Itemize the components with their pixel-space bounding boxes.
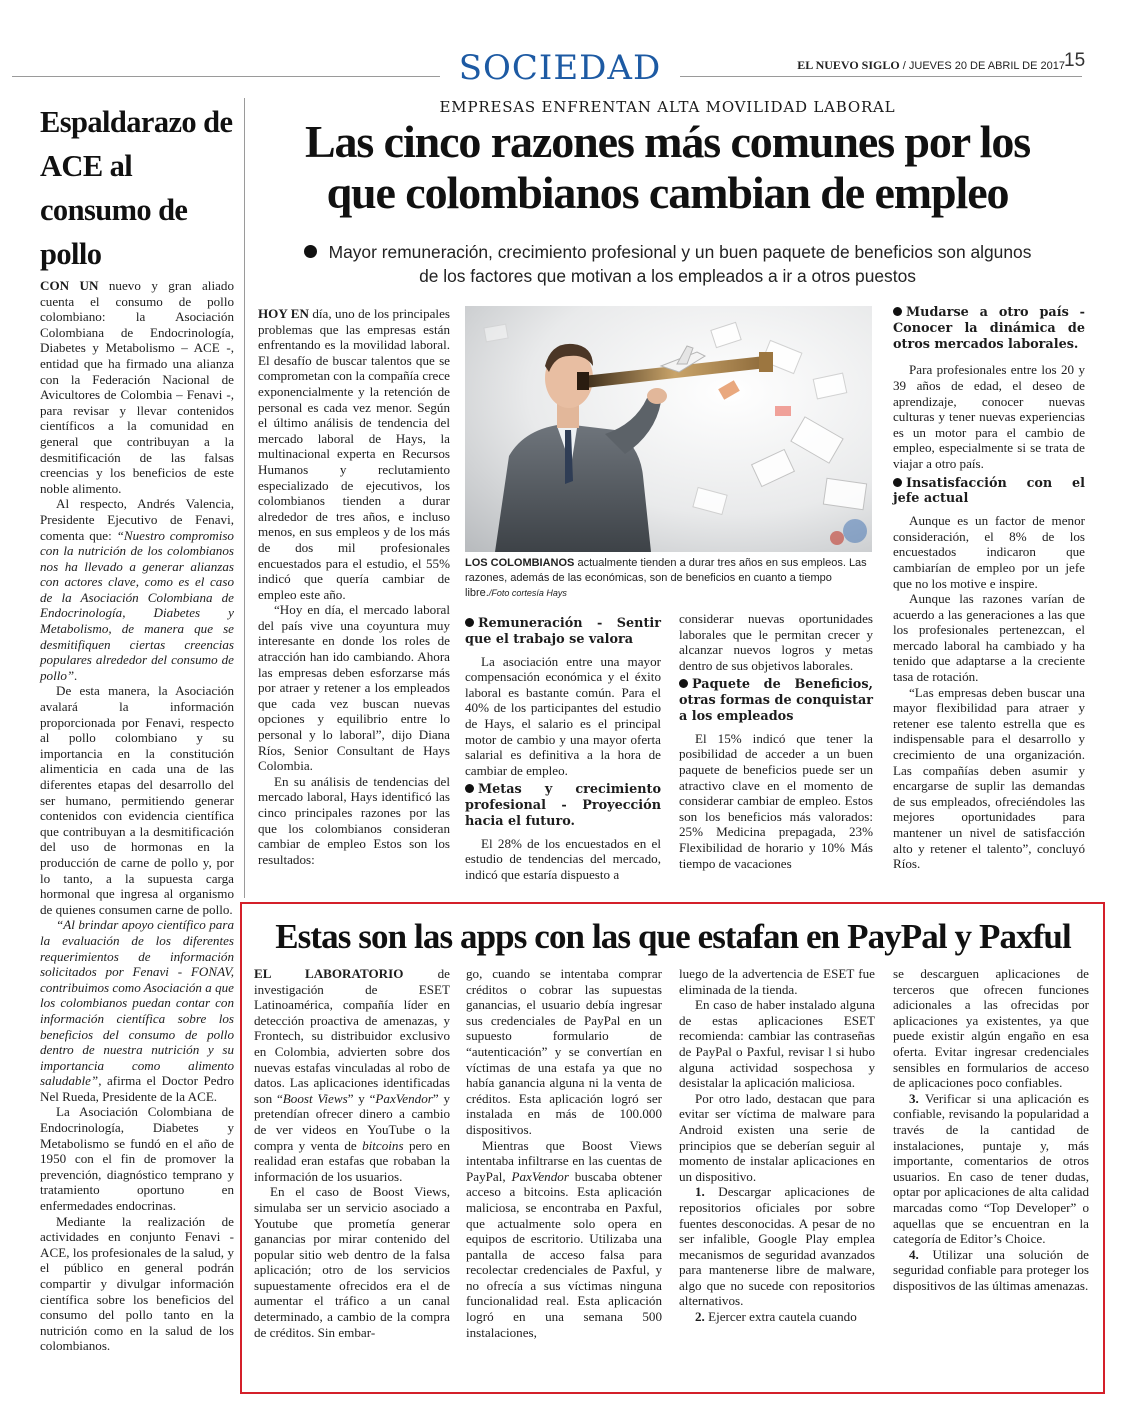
quote: “Nuestro compromiso con la nutrición de los colombianos nos ha llevado a generar alianzas con actores clave, como es el caso de la Asociación Colombiana de Endocrinología, Diabetes y Metabolismo, de manera que se desmitifiquen ciertas creencias populares alrededor del consumo de pollo”. [40, 527, 234, 683]
main-title-line: que colombianos cambian de empleo [326, 167, 1009, 218]
businessman-telescope-photo [465, 306, 872, 552]
bottom-paragraph [254, 966, 450, 1184]
deck-line: de los factores que motivan a los empleados a ir a otros puestos [419, 266, 916, 286]
caption-text: actualmente tienden a durar tres años en sus empleos. Las razones, además de las económicas, son de beneficios en cuanto a tiempo libre. [465, 557, 867, 600]
subhead [893, 305, 1085, 352]
text: Paquete de Beneficios, otras formas de conquistar a los empleados [679, 677, 873, 724]
bottom-paragraph [466, 1138, 662, 1341]
section-title: SOCIEDAD [458, 48, 662, 88]
text: día, uno de los principales problemas que las empresas están enfrentando es la movilidad laboral. El desafío de buscar talentos que se comprometan con la compañía crece exponencialmente y la retención de personal es cada vez menor. Según el último análisis de tendencia del mercado laboral de Hays, la multinacional experta en Recursos Humanos y reclutamiento especializado de ejecutivos, los colombianos tienden a durar alrededor de tres años, e incluso menos, en sus empleos y de los más de dos mil profesionales encuestados para el estudio, el 55% indicó que quería cambiar de empleo este año. [258, 306, 450, 602]
term: bitcoins [362, 1137, 404, 1153]
text: Metas y crecimiento profesional - Proyección hacia el futuro. [465, 782, 661, 829]
left-story-paragraph [40, 917, 234, 1104]
left-story-body [40, 278, 234, 1354]
text: buscaba obtener acceso a bitcoins. Esta aplicación maliciosa, se encontraba en Paxful, que actualmente solo opera en equipos de escritorio. Utilizaba una pantalla de acceso falsa para recolectar credenciales de Paxful, y no ofrecía a sus víctimas ninguna funcionalidad real. Esta aplicación logró en una semana 500 instalaciones, [466, 1168, 662, 1340]
bottom-paragraph: luego de la advertencia de ESET fue eliminada de la tienda. [679, 966, 875, 997]
column-rule-left [244, 98, 245, 898]
bottom-paragraph [679, 1184, 875, 1309]
masthead-rule-right [680, 76, 1082, 77]
text: Descargar aplicaciones de repositorios oficiales por sobre fuentes desconocidas. A pesar de no ser infalible, Google Play emplea mecanismos de seguridad avanzados para mantenerse libre de malware, algo que no sucede con repositorios alternativos. [679, 1184, 875, 1309]
text: Insatisfacción con el jefe actual [893, 475, 1085, 507]
bottom-paragraph [679, 1309, 875, 1325]
list-number: 3. [909, 1090, 919, 1106]
main-paragraph: considerar nuevas oportunidades laborales que le permitan crecer y alcanzar nuevos logros y metas dentro de sus objetivos laborales. [679, 611, 873, 673]
bottom-paragraph: En el caso de Boost Views, simulaba ser un servicio asociado a Youtube que prometía generar ganancias por mirar contenido del popular sitio web dentro de la falsa aplicación; otro de los servicios supuestamente ofrecidos era el de aumentar el tráfico a un canal determinado, a cambio de la compra de créditos. Sin embar- [254, 1184, 450, 1340]
bullet-icon [679, 679, 688, 688]
bottom-paragraph: go, cuando se intentaba comprar créditos o cobrar las supuestas ganancias, el usuario debía ingresar sus credenciales de PayPal en un supuesto formulario de “autenticación” y se convertían en víctimas de una estafa ya que no había ganancia alguna ni la venta de créditos. Esta aplicación logró ser instalada en más de 100.000 dispositivos. [466, 966, 662, 1137]
main-column-1 [258, 306, 450, 867]
bullet-icon [304, 245, 317, 258]
text: Remuneración - Sentir que el trabajo se valora [465, 616, 661, 647]
main-column-2 [465, 612, 661, 883]
subhead [679, 677, 873, 724]
text: nuevo y gran aliado cuenta el consumo de pollo colombiano: la Asociación Colombiana de Endocrinología, Diabetes y Metabolismo – ACE -, entidad que ha firmado una alianza con la Federación Nacional de Avicultores de Colombia – Fenavi -, para revisar y llevar contenidos científicos a la comunidad en general que contribuyan a la desmitificación de las falsas creencias y los beneficios de este noble alimento. [40, 278, 234, 496]
app-name: PaxVendor [511, 1168, 569, 1184]
paper-name: EL NUEVO SIGLO [797, 58, 900, 72]
bottom-column-3 [679, 966, 875, 1325]
main-paragraph: El 15% indicó que tener la posibilidad de acceder a un buen paquete de beneficios puede ser un atractivo clave en el momento de considerar cambiar de empleo. Estos son los beneficios más valorados: 25% Medicina prepagada, 23% Flexibilidad de horario y 10% Más tiempo de vacaciones [679, 730, 873, 871]
main-paragraph [258, 306, 450, 602]
subhead [465, 616, 661, 648]
left-story-paragraph: Mediante la realización de actividades en conjunto Fenavi - ACE, los profesionales de la salud, y el público en general podrán compartir y divulgar información científica sobre los beneficios del consumo del pollo tanto en la nutrición como en la salud de los colombianos. [40, 1213, 234, 1354]
left-story-paragraph [40, 278, 234, 496]
masthead-line [760, 58, 1065, 73]
text: Mudarse a otro país - Conocer la dinámica de otros mercados laborales. [893, 305, 1085, 352]
main-kicker: EMPRESAS ENFRENTAN ALTA MOVILIDAD LABORAL [439, 98, 896, 116]
list-number: 4. [909, 1246, 919, 1262]
text: Utilizar una solución de seguridad confiable para proteger los dispositivos de las últimas amenazas. [893, 1246, 1089, 1293]
page-number: 15 [1064, 50, 1086, 71]
list-number: 1. [695, 1184, 705, 1200]
bullet-icon [893, 478, 902, 487]
app-name: PaxVendor [375, 1090, 433, 1106]
bottom-paragraph: En caso de haber instalado alguna de estas aplicaciones ESET recomienda: cambiar las contraseñas de PayPal o Paxful, revisar l si hubo alguna actividad sospechosa y desistalar la aplicación maliciosa. [679, 997, 875, 1091]
text: Mientras que Boost Views intentaba infiltrarse en las cuentas de PayPal, [466, 1137, 662, 1184]
photo-caption [465, 556, 873, 602]
main-column-3 [679, 611, 873, 871]
bottom-paragraph [893, 1247, 1089, 1294]
main-column-4 [893, 305, 1085, 872]
left-story-paragraph: La Asociación Colombiana de Endocrinología, Diabetes y Metabolismo se fundó en el año de 1950 con el fin de promover la prevención, diagnóstico temprano y tratamiento oportuno en enfermedades endocrinas. [40, 1104, 234, 1214]
app-name: Boost Views [282, 1090, 348, 1106]
text: , afirma el Doctor Pedro Nel Rueda, Presidente de la ACE. [40, 1073, 234, 1104]
main-paragraph: La asociación entre una mayor compensación económica y el éxito laboral es bastante común. Para el 40% de los participantes del estudio de Hays, el salario es el principal motor de cambio y una mayor oferta salarial es definitiva a la hora de cambiar de empleo. [465, 653, 661, 778]
deck-line: Mayor remuneración, crecimiento profesional y un buen paquete de beneficios son algunos [328, 242, 1032, 262]
bullet-icon [893, 307, 902, 316]
text: Al respecto, Andrés Valencia, Presidente Ejecutivo de Fenavi, comenta que: [40, 496, 234, 543]
bottom-column-1 [254, 966, 450, 1340]
lead-in: CON UN [40, 278, 99, 293]
lead-in: EL LABORATORIO [254, 966, 404, 981]
bottom-story-title: Estas son las apps con las que estafan en PayPal y Paxful [275, 917, 1071, 956]
text: Verificar si una aplicación es confiable, revisando la popularidad a través de la cantidad de instalaciones, puntaje y, más importante, comentarios de otros usuarios. En caso de tener dudas, optar por aplicaciones de alta calidad marcadas como “Top Developer” o aquellas que se encuentran en la categoría de Editor’s Choice. [893, 1090, 1089, 1247]
text: ” y pretendían ofrecer dinero a cambio de ver videos en YouTube o la compra y venta de [254, 1090, 450, 1153]
main-title-line: Las cinco razones más comunes por los [304, 116, 1031, 167]
quote: “Al brindar apoyo científico para la evaluación de los diferentes requerimientos de información solicitados por Fenavi - FONAV, contribuimos como Asociación a que los colombianos puedan contar con información científica sobre los beneficios del consumo de pollo dentro de nuestra nutrición y su importancia como alimento saludable” [40, 917, 234, 1089]
bottom-paragraph: Por otro lado, destacan que para evitar ser víctima de malware para Android existen una serie de principios que se deberían seguir al momento de instalar aplicaciones en un dispositivo. [679, 1090, 875, 1184]
main-paragraph: El 28% de los encuestados en el estudio de tendencias del mercado, indicó que estaría dispuesto a [465, 835, 661, 882]
left-story-paragraph: De esta manera, la Asociación avalará la información proporcionada por Fenavi, respecto al pollo colombiano y su importancia en la constitución alimenticia en cada una de las diferentes etapas del desarrollo del ser humano, permitiendo generar contenidos con evidencia científica que contribuyan a la desmitificación del uso de hormonas en la producción de carne de pollo y, por lo tanto, a la supuesta carga hormonal que ingresa al organismo de quienes consumen carne de pollo. [40, 683, 234, 917]
text: Ejercer extra cautela cuando [704, 1309, 857, 1325]
main-paragraph: Aunque es un factor de menor consideración, el 8% de los encuestados indicaron que cambiarían de empleo por un jefe que no los motive e inspire. [893, 513, 1085, 591]
main-title [250, 116, 1085, 218]
story-photo [465, 306, 872, 552]
masthead-rule-left [12, 76, 440, 77]
main-paragraph: “Las empresas deben buscar una mayor flexibilidad para atraer y retener ese talento estrella que es indispensable para el desarrollo y crecimiento de una organización. Las compañías deben asumir y encargarse de suplir las demandas de sus empleados, ofreciéndoles las mejores oportunidades para mantener un nivel de satisfacción alto y retener el talento”, concluyó Ríos. [893, 684, 1085, 872]
bottom-paragraph [893, 1091, 1089, 1247]
bottom-paragraph: se descarguen aplicaciones de terceros que ofrecen funciones adicionales a las ofrecidas por aplicaciones ya existentes, ya que puede existir algún engaño en esa oferta. Evitar ingresar credenciales sensibles en formularios de acceso de aplicaciones poco confiables. [893, 966, 1089, 1091]
text: pero en realidad eran estafas que robaban la información de los usuarios. [254, 1137, 450, 1184]
bottom-column-4 [893, 966, 1089, 1293]
bullet-icon [465, 784, 474, 793]
main-paragraph: En su análisis de tendencias del mercado laboral, Hays identificó las cinco principales razones por las que los colombianos consideran cambiar de empleo Estos son los resultados: [258, 773, 450, 867]
photo-credit: /Foto cortesía Hays [488, 588, 567, 599]
edition-date: / JUEVES 20 DE ABRIL DE 2017 [902, 60, 1065, 72]
text: ” y “ [347, 1090, 376, 1106]
list-number: 2. [695, 1309, 705, 1325]
main-paragraph: Aunque las razones varían de acuerdo a las generaciones a las que los profesionales pertenezcan, el mercado laboral ha cambiado y ha tenido que adaptarse a la creciente tasa de rotación. [893, 591, 1085, 685]
subhead [465, 782, 661, 829]
main-paragraph: “Hoy en día, el mercado laboral del país vive una coyuntura muy interesante en donde los roles de atracción han ido cambiando. Ahora las empresas deben esforzarse más por atraer y retener a los empleados que cada vez buscan nuevas opciones y equilibrio entre lo personal y lo laboral”, dijo Diana Ríos, Senior Consultant de Hays Colombia. [258, 602, 450, 774]
main-deck [255, 240, 1080, 288]
caption-lead: LOS COLOMBIANOS [465, 557, 575, 569]
left-story-paragraph [40, 496, 234, 683]
lead-in: HOY EN [258, 306, 309, 321]
bullet-icon [465, 618, 474, 627]
subhead [893, 476, 1085, 508]
left-story-title: Espaldarazo de ACE al consumo de pollo [40, 105, 233, 271]
text: de investigación de ESET Latinoamérica, compañía líder en detección proactiva de amenazas, y Frontech, su distribuidor exclusivo en Colombia, advierten sobre dos nuevas estafas vinculadas al robo de datos. Las aplicaciones identificadas son “ [254, 966, 450, 1106]
bottom-column-2 [466, 966, 662, 1340]
main-paragraph: Para profesionales entre los 20 y 39 años de edad, el deseo de aprendizaje, conocer nuevas culturas y tener nuevas experiencias es un motor para el cambio de empleo, especialmente si se trata de viajar a otro país. [893, 362, 1085, 471]
